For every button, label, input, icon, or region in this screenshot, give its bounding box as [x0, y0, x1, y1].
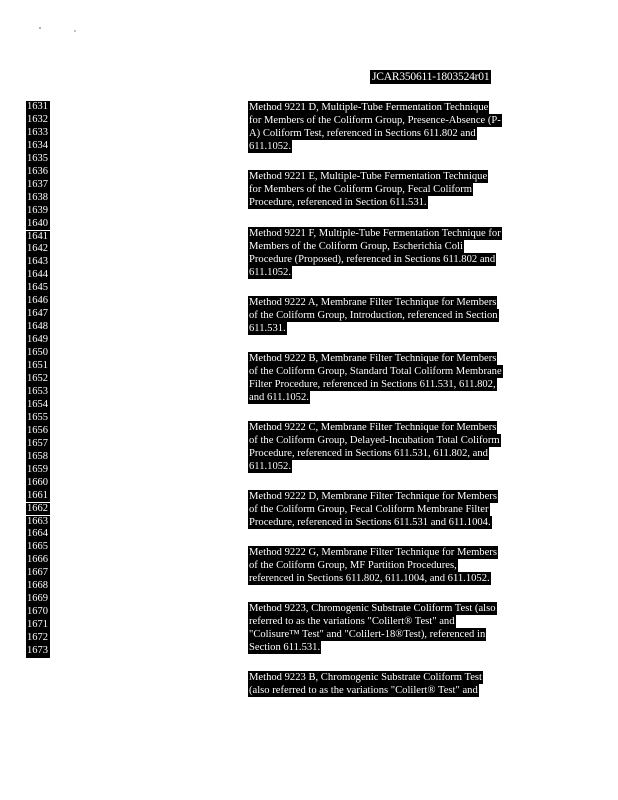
line-number: 1647 — [27, 308, 48, 320]
paragraph-line: "Colisure™ Test" and "Colilert-18®Test), referenced in — [249, 629, 486, 640]
line-number: 1664 — [27, 528, 48, 540]
line-number: 1661 — [27, 489, 48, 501]
paragraph-line: Section 611.531. — [249, 642, 321, 653]
paragraph-line: Procedure, referenced in Section 611.531. — [249, 197, 427, 208]
line-number: 1672 — [27, 632, 48, 644]
paragraph-line: and 611.1052. — [249, 392, 309, 403]
line-number: 1646 — [27, 295, 48, 307]
method-paragraph — [248, 296, 538, 335]
method-paragraph — [248, 546, 538, 585]
line-number: 1632 — [27, 113, 48, 125]
document-code: JCAR350611-1803524r01 — [372, 71, 490, 83]
paragraph-line: Method 9223 B, Chromogenic Substrate Coliform Test — [249, 672, 482, 683]
line-number: 1640 — [27, 217, 48, 229]
line-number: 1649 — [27, 334, 48, 346]
line-number: 1650 — [27, 347, 48, 359]
paragraph-line: Method 9221 D, Multiple-Tube Fermentation Technique — [249, 102, 489, 113]
paragraph-line: referred to as the variations "Colilert® Test" and — [249, 616, 455, 627]
line-number: 1655 — [27, 411, 48, 423]
paragraph-line: Method 9223, Chromogenic Substrate Coliform Test (also — [249, 603, 496, 614]
line-number-column — [26, 101, 50, 658]
line-number: 1653 — [27, 385, 48, 397]
line-number: 1660 — [27, 476, 48, 488]
line-number: 1637 — [27, 178, 48, 190]
line-number: 1633 — [27, 126, 48, 138]
method-paragraph — [248, 101, 538, 153]
line-number: 1658 — [27, 450, 48, 462]
paragraph-line: Method 9222 G, Membrane Filter Technique for Members — [249, 547, 497, 558]
line-number: 1667 — [27, 567, 48, 579]
paragraph-line: Method 9221 F, Multiple-Tube Fermentation Technique for — [249, 228, 501, 239]
line-number: 1659 — [27, 463, 48, 475]
paragraph-line: (also referred to as the variations "Colilert® Test" and — [249, 685, 478, 696]
paragraph-line: 611.1052. — [249, 141, 291, 152]
line-number: 1634 — [27, 139, 48, 151]
line-number: 1669 — [27, 593, 48, 605]
method-paragraph — [248, 490, 538, 529]
line-number: 1639 — [27, 204, 48, 216]
paragraph-line: of the Coliform Group, Introduction, referenced in Section — [249, 310, 498, 321]
paragraph-line: A) Coliform Test, referenced in Sections 611.802 and — [249, 128, 476, 139]
line-number: 1662 — [27, 502, 48, 514]
line-number: 1665 — [27, 541, 48, 553]
line-number: 1668 — [27, 580, 48, 592]
method-paragraph — [248, 227, 538, 279]
line-number: 1648 — [27, 321, 48, 333]
paragraph-line: Filter Procedure, referenced in Sections 611.531, 611.802, — [249, 379, 496, 390]
paragraph-line: Members of the Coliform Group, Escherichia Coli — [249, 241, 463, 252]
paragraph-line: Method 9222 C, Membrane Filter Technique for Members — [249, 422, 497, 433]
line-number: 1645 — [27, 282, 48, 294]
line-number: 1652 — [27, 373, 48, 385]
paragraph-line: Procedure (Proposed), referenced in Sections 611.802 and — [249, 254, 496, 265]
line-number: 1671 — [27, 619, 48, 631]
paragraph-line: for Members of the Coliform Group, Presence-Absence (P- — [249, 115, 501, 126]
line-number: 1654 — [27, 398, 48, 410]
line-number: 1651 — [27, 360, 48, 372]
line-number: 1631 — [27, 101, 48, 112]
line-number: 1635 — [27, 152, 48, 164]
line-number: 1644 — [27, 269, 48, 281]
paragraph-line: Method 9222 B, Membrane Filter Technique for Members — [249, 353, 497, 364]
paragraph-line: referenced in Sections 611.802, 611.1004, and 611.1052. — [249, 573, 490, 584]
line-number: 1636 — [27, 165, 48, 177]
line-number: 1666 — [27, 554, 48, 566]
line-number: 1663 — [27, 515, 48, 527]
paragraph-line: of the Coliform Group, MF Partition Procedures, — [249, 560, 457, 571]
paragraph-line: for Members of the Coliform Group, Fecal Coliform — [249, 184, 473, 195]
method-paragraph — [248, 421, 538, 473]
method-paragraph — [248, 671, 538, 697]
paragraph-line: Method 9221 E, Multiple-Tube Fermentation Technique — [249, 171, 488, 182]
paragraph-line: 611.1052. — [249, 267, 291, 278]
line-number: 1657 — [27, 437, 48, 449]
line-number: 1670 — [27, 606, 48, 618]
paragraph-line: of the Coliform Group, Standard Total Coliform Membrane — [249, 366, 502, 377]
paragraph-line: 611.1052. — [249, 461, 291, 472]
line-number: 1673 — [27, 645, 48, 657]
paragraph-line: Procedure, referenced in Sections 611.531 and 611.1004. — [249, 517, 491, 528]
line-number: 1641 — [27, 230, 48, 242]
paragraph-line: of the Coliform Group, Fecal Coliform Membrane Filter — [249, 504, 489, 515]
paragraph-line: 611.531. — [249, 323, 286, 334]
paragraph-line: of the Coliform Group, Delayed-Incubation Total Coliform — [249, 435, 500, 446]
scan-specks — [0, 0, 618, 60]
method-paragraph — [248, 602, 538, 654]
method-paragraph — [248, 170, 538, 209]
paragraph-line: Procedure, referenced in Sections 611.531, 611.802, and — [249, 448, 488, 459]
method-paragraph — [248, 352, 538, 404]
line-number: 1642 — [27, 243, 48, 255]
line-number: 1638 — [27, 191, 48, 203]
line-number: 1656 — [27, 424, 48, 436]
paragraph-line: Method 9222 D, Membrane Filter Technique for Members — [249, 491, 497, 502]
line-number: 1643 — [27, 256, 48, 268]
paragraph-line: Method 9222 A, Membrane Filter Technique for Members — [249, 297, 497, 308]
